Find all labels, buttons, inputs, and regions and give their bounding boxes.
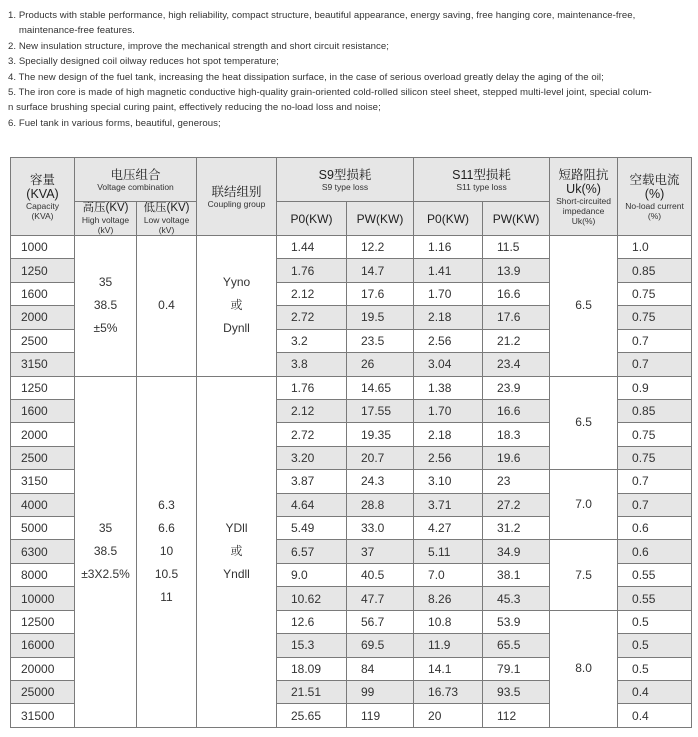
capacity-cell: 1000 xyxy=(11,236,75,259)
coupling-group-cell-line: Yyno xyxy=(222,275,251,290)
capacity-cell: 31500 xyxy=(11,704,75,728)
capacity-cell: 2500 xyxy=(11,446,75,469)
no-load-current-cell: 0.7 xyxy=(618,329,692,352)
s9-pw-cell: 28.8 xyxy=(347,493,414,516)
s9-p0-cell: 3.2 xyxy=(277,329,347,352)
s11-pw-cell: 79.1 xyxy=(483,657,550,680)
s11-pw-cell: 18.3 xyxy=(483,423,550,446)
impedance-cell: 7.5 xyxy=(550,540,618,610)
impedance-cell: 8.0 xyxy=(550,610,618,727)
no-load-current-cell: 0.75 xyxy=(618,446,692,469)
no-load-current-cell: 0.85 xyxy=(618,259,692,282)
no-load-current-cell: 0.5 xyxy=(618,634,692,657)
high-voltage-cell xyxy=(75,236,137,377)
coupling-group-cell-line: Dynll xyxy=(223,321,250,336)
capacity-cell: 6300 xyxy=(11,540,75,563)
feature-item: 4. The new design of the fuel tank, increasing the heat dissipation surface, in the case of serious overload greatly delay the aging of the oil; xyxy=(8,71,604,83)
s9-p0-cell: 15.3 xyxy=(277,634,347,657)
capacity-cell: 4000 xyxy=(11,493,75,516)
no-load-current-cell: 0.7 xyxy=(618,470,692,493)
no-load-current-cell: 0.55 xyxy=(618,563,692,586)
no-load-current-cell: 0.6 xyxy=(618,517,692,540)
header-voltage-combination: 电压组合 Voltage combination xyxy=(75,158,197,202)
s9-pw-cell: 40.5 xyxy=(347,563,414,586)
header-s9-pw: PW(KW) xyxy=(347,202,414,236)
s9-p0-cell: 18.09 xyxy=(277,657,347,680)
s9-p0-cell: 4.64 xyxy=(277,493,347,516)
s11-p0-cell: 1.41 xyxy=(414,259,483,282)
impedance-cell: 6.5 xyxy=(550,236,618,377)
s11-pw-cell: 93.5 xyxy=(483,681,550,704)
capacity-cell: 20000 xyxy=(11,657,75,680)
header-s11-p0: P0(KW) xyxy=(414,202,483,236)
no-load-current-cell: 0.4 xyxy=(618,704,692,728)
s11-pw-cell: 21.2 xyxy=(483,329,550,352)
no-load-current-cell: 0.75 xyxy=(618,423,692,446)
s9-pw-cell: 99 xyxy=(347,681,414,704)
s9-pw-cell: 24.3 xyxy=(347,470,414,493)
s11-pw-cell: 65.5 xyxy=(483,634,550,657)
header-impedance: 短路阻抗 Uk(%) Short-circuited impedance Uk(%) xyxy=(550,158,618,236)
s11-p0-cell: 8.26 xyxy=(414,587,483,610)
capacity-cell: 25000 xyxy=(11,681,75,704)
header-high-voltage: 高压(KV) High voltage (kV) xyxy=(75,202,137,236)
s11-p0-cell: 1.16 xyxy=(414,236,483,259)
capacity-cell: 5000 xyxy=(11,517,75,540)
no-load-current-cell: 0.5 xyxy=(618,610,692,633)
s11-p0-cell: 20 xyxy=(414,704,483,728)
no-load-current-cell: 0.9 xyxy=(618,376,692,399)
header-low-voltage: 低压(KV) Low voltage (kV) xyxy=(137,202,197,236)
high-voltage-cell-line: 35 xyxy=(98,521,113,536)
feature-item: 3. Specially designed coil oilway reduces hot spot temperature; xyxy=(8,56,279,68)
low-voltage-cell-line: 11 xyxy=(160,590,173,605)
no-load-current-cell: 0.6 xyxy=(618,540,692,563)
feature-item: 2. New insulation structure, improve the mechanical strength and short circuit resistance; xyxy=(8,40,389,52)
impedance-cell: 7.0 xyxy=(550,470,618,540)
s9-pw-cell: 14.7 xyxy=(347,259,414,282)
coupling-group-cell xyxy=(197,236,277,377)
s11-pw-cell: 23.9 xyxy=(483,376,550,399)
s9-pw-cell: 19.35 xyxy=(347,423,414,446)
s11-p0-cell: 3.10 xyxy=(414,470,483,493)
capacity-cell: 3150 xyxy=(11,470,75,493)
s9-p0-cell: 9.0 xyxy=(277,563,347,586)
s11-pw-cell: 38.1 xyxy=(483,563,550,586)
s9-pw-cell: 47.7 xyxy=(347,587,414,610)
capacity-cell: 10000 xyxy=(11,587,75,610)
s11-p0-cell: 3.71 xyxy=(414,493,483,516)
s11-p0-cell: 7.0 xyxy=(414,563,483,586)
s9-p0-cell: 6.57 xyxy=(277,540,347,563)
no-load-current-cell: 0.4 xyxy=(618,681,692,704)
s11-pw-cell: 16.6 xyxy=(483,282,550,305)
high-voltage-cell-line: 38.5 xyxy=(93,544,118,559)
no-load-current-cell: 0.75 xyxy=(618,282,692,305)
s11-p0-cell: 10.8 xyxy=(414,610,483,633)
high-voltage-cell-line: 38.5 xyxy=(93,298,118,313)
no-load-current-cell: 0.75 xyxy=(618,306,692,329)
s9-p0-cell: 2.12 xyxy=(277,282,347,305)
header-s9-p0: P0(KW) xyxy=(277,202,347,236)
transformer-spec-table xyxy=(10,157,692,728)
s9-pw-cell: 23.5 xyxy=(347,329,414,352)
s9-pw-cell: 20.7 xyxy=(347,446,414,469)
capacity-cell: 2000 xyxy=(11,423,75,446)
capacity-cell: 2000 xyxy=(11,306,75,329)
feature-item: maintenance-free features. xyxy=(8,25,135,37)
s11-pw-cell: 45.3 xyxy=(483,587,550,610)
s11-p0-cell: 11.9 xyxy=(414,634,483,657)
s9-pw-cell: 17.6 xyxy=(347,282,414,305)
capacity-cell: 16000 xyxy=(11,634,75,657)
capacity-cell: 1600 xyxy=(11,282,75,305)
s9-pw-cell: 19.5 xyxy=(347,306,414,329)
spec-table-body xyxy=(11,236,692,728)
s11-p0-cell: 4.27 xyxy=(414,517,483,540)
feature-list xyxy=(8,8,692,131)
coupling-group-cell-line: Yndll xyxy=(223,567,250,582)
no-load-current-cell: 0.85 xyxy=(618,399,692,422)
capacity-cell: 3150 xyxy=(11,353,75,376)
s11-pw-cell: 17.6 xyxy=(483,306,550,329)
no-load-current-cell: 0.7 xyxy=(618,493,692,516)
table-row xyxy=(11,376,692,399)
s9-p0-cell: 3.8 xyxy=(277,353,347,376)
high-voltage-cell-line: ±3X2.5% xyxy=(81,567,130,582)
s11-p0-cell: 14.1 xyxy=(414,657,483,680)
s11-p0-cell: 1.70 xyxy=(414,399,483,422)
s11-p0-cell: 2.56 xyxy=(414,446,483,469)
s9-pw-cell: 26 xyxy=(347,353,414,376)
s11-pw-cell: 31.2 xyxy=(483,517,550,540)
s9-p0-cell: 21.51 xyxy=(277,681,347,704)
low-voltage-cell xyxy=(137,376,197,727)
impedance-cell: 6.5 xyxy=(550,376,618,470)
high-voltage-cell-line: 35 xyxy=(98,275,113,290)
s9-p0-cell: 1.76 xyxy=(277,376,347,399)
s9-p0-cell: 10.62 xyxy=(277,587,347,610)
s9-p0-cell: 3.87 xyxy=(277,470,347,493)
s9-pw-cell: 12.2 xyxy=(347,236,414,259)
s11-p0-cell: 3.04 xyxy=(414,353,483,376)
s9-pw-cell: 56.7 xyxy=(347,610,414,633)
header-s11-loss: S11型损耗 S11 type loss xyxy=(414,158,550,202)
s11-pw-cell: 19.6 xyxy=(483,446,550,469)
s9-p0-cell: 2.72 xyxy=(277,423,347,446)
s11-p0-cell: 2.18 xyxy=(414,423,483,446)
s9-p0-cell: 2.12 xyxy=(277,399,347,422)
header-s11-pw: PW(KW) xyxy=(483,202,550,236)
coupling-group-cell-line: 或 xyxy=(230,298,243,313)
low-voltage-cell-line: 6.6 xyxy=(158,521,175,536)
feature-item: 1. Products with stable performance, high reliability, compact structure, beautiful appearance, energy saving, free hanging core, maintenance-free, xyxy=(8,10,636,21)
header-capacity: 容量 (KVA) Capacity (KVA) xyxy=(11,158,75,236)
s9-pw-cell: 69.5 xyxy=(347,634,414,657)
high-voltage-cell-line: ±5% xyxy=(93,321,118,336)
s11-p0-cell: 2.18 xyxy=(414,306,483,329)
s9-p0-cell: 5.49 xyxy=(277,517,347,540)
s11-pw-cell: 23.4 xyxy=(483,353,550,376)
feature-item: n surface brushing special curing paint, effectively reducing the no-load loss and noise; xyxy=(8,102,381,114)
header-coupling-group: 联结组别 Coupling group xyxy=(197,158,277,236)
s11-p0-cell: 1.38 xyxy=(414,376,483,399)
s11-pw-cell: 53.9 xyxy=(483,610,550,633)
capacity-cell: 1250 xyxy=(11,376,75,399)
s9-pw-cell: 33.0 xyxy=(347,517,414,540)
table-row xyxy=(11,236,692,259)
s11-pw-cell: 112 xyxy=(483,704,550,728)
header-no-load-current: 空载电流 (%) No-load current (%) xyxy=(618,158,692,236)
low-voltage-cell-line: 6.3 xyxy=(158,498,175,513)
s9-p0-cell: 25.65 xyxy=(277,704,347,728)
s9-p0-cell: 12.6 xyxy=(277,610,347,633)
s11-pw-cell: 16.6 xyxy=(483,399,550,422)
s11-pw-cell: 23 xyxy=(483,470,550,493)
low-voltage-cell-line: 10 xyxy=(159,544,174,559)
s9-p0-cell: 3.20 xyxy=(277,446,347,469)
s9-p0-cell: 1.44 xyxy=(277,236,347,259)
s11-pw-cell: 27.2 xyxy=(483,493,550,516)
low-voltage-cell: 0.4 xyxy=(137,236,197,377)
coupling-group-cell xyxy=(197,376,277,727)
high-voltage-cell xyxy=(75,376,137,727)
s11-p0-cell: 5.11 xyxy=(414,540,483,563)
s9-pw-cell: 84 xyxy=(347,657,414,680)
s11-pw-cell: 11.5 xyxy=(483,236,550,259)
s9-pw-cell: 119 xyxy=(347,704,414,728)
capacity-cell: 12500 xyxy=(11,610,75,633)
coupling-group-cell-line: YDll xyxy=(225,521,248,536)
s11-pw-cell: 13.9 xyxy=(483,259,550,282)
s11-p0-cell: 2.56 xyxy=(414,329,483,352)
s11-p0-cell: 16.73 xyxy=(414,681,483,704)
no-load-current-cell: 1.0 xyxy=(618,236,692,259)
s9-pw-cell: 37 xyxy=(347,540,414,563)
coupling-group-cell-line: 或 xyxy=(230,544,243,559)
s9-p0-cell: 1.76 xyxy=(277,259,347,282)
s11-pw-cell: 34.9 xyxy=(483,540,550,563)
s9-pw-cell: 14.65 xyxy=(347,376,414,399)
header-s9-loss: S9型损耗 S9 type loss xyxy=(277,158,414,202)
no-load-current-cell: 0.7 xyxy=(618,353,692,376)
capacity-cell: 1250 xyxy=(11,259,75,282)
s11-p0-cell: 1.70 xyxy=(414,282,483,305)
feature-item: 6. Fuel tank in various forms, beautiful, generous; xyxy=(8,117,221,129)
no-load-current-cell: 0.55 xyxy=(618,587,692,610)
capacity-cell: 1600 xyxy=(11,399,75,422)
no-load-current-cell: 0.5 xyxy=(618,657,692,680)
capacity-cell: 2500 xyxy=(11,329,75,352)
low-voltage-cell-line: 10.5 xyxy=(154,567,179,582)
capacity-cell: 8000 xyxy=(11,563,75,586)
s9-p0-cell: 2.72 xyxy=(277,306,347,329)
s9-pw-cell: 17.55 xyxy=(347,399,414,422)
feature-item: 5. The iron core is made of high magnetic conductive high-quality grain-oriented cold-rolled silicon steel sheet, stepped multi-level joint, special colum- xyxy=(8,87,652,99)
